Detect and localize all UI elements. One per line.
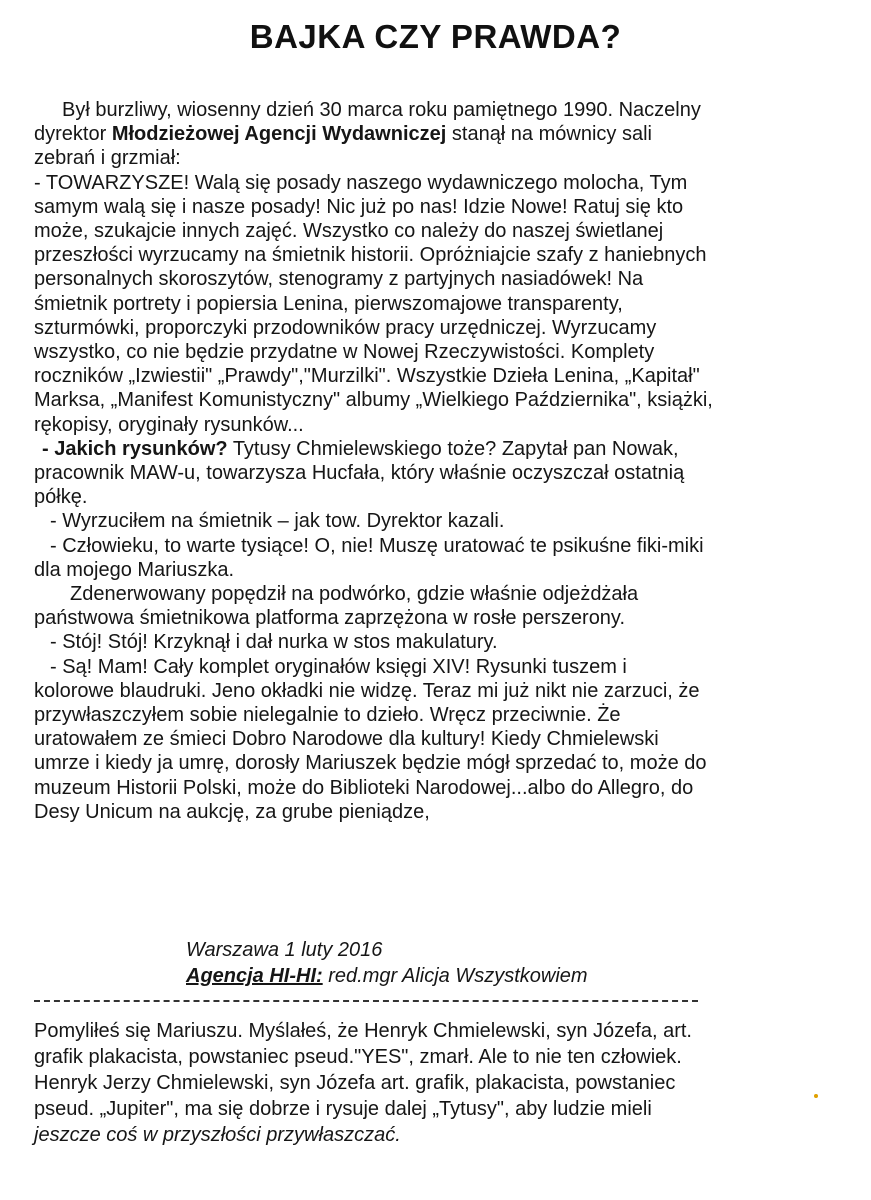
text-line: roczników „Izwiestii" „Prawdy","Murzilki". Wszystkie Dzieła Lenina, „Kapitał"	[34, 365, 700, 388]
text-line: personalnych skoroszytów, stenogramy z partyjnych nasiadówek! Na	[34, 268, 644, 291]
text-line: - TOWARZYSZE! Walą się posady naszego wydawniczego molocha, Tym	[34, 171, 688, 194]
text-line: Marksa, „Manifest Komunistyczny" albumy „Wielkiego Października", książki,	[34, 389, 713, 412]
text-line: Pomyliłeś się Mariuszu. Myślałeś, że Henryk Chmielewski, syn Józefa, art.	[34, 1020, 692, 1042]
text-line: pracownik MAW-u, towarzysza Hucfała, który właśnie oczyszczał ostatnią	[34, 462, 685, 485]
document-title: BAJKA CZY PRAWDA?	[249, 18, 622, 55]
text-line: wszystko, co nie będzie przydatne w Nowej Rzeczywistości. Komplety	[34, 341, 655, 364]
text-line: - Człowieku, to warte tysiące! O, nie! Muszę uratować te psikuśne fiki-miki	[50, 534, 704, 557]
dashed-divider	[34, 1000, 698, 1002]
text-line: - Stój! Stój! Krzyknął i dał nurka w stos makulatury.	[50, 631, 498, 654]
footer-note	[34, 1018, 846, 1148]
text-fragment: dyrektor	[34, 123, 112, 146]
text-line: może, szukajcie innych zajęć. Wszystko co należy do naszej świetlanej	[34, 220, 664, 243]
text-line: muzeum Historii Polski, może do Biblioteki Narodowej...albo do Allegro, do	[34, 776, 694, 799]
text-line	[34, 122, 846, 146]
text-line	[34, 437, 846, 461]
text-line: pseud. „Jupiter", ma się dobrze i rysuje dalej „Tytusy", aby ludzie mieli	[34, 1098, 652, 1120]
text-line: dla mojego Mariuszka.	[34, 558, 235, 581]
text-line: - Wyrzuciłem na śmietnik – jak tow. Dyrektor kazali.	[50, 510, 505, 533]
question-bold: - Jakich rysunków?	[42, 437, 228, 460]
text-line: przywłaszczyłem sobie nielegalnie to dzieło. Wręcz przeciwnie. Że	[34, 704, 621, 727]
text-line: rękopisy, oryginały rysunków...	[34, 413, 304, 436]
text-line: państwowa śmietnikowa platforma zaprzężona w rosłe perszerony.	[34, 607, 626, 630]
text-line-handwritten: jeszcze coś w przyszłości przywłaszczać.	[34, 1124, 401, 1146]
text-line: umrze i kiedy ja umrę, dorosły Mariuszek będzie mógł sprzedać to, może do	[34, 752, 707, 775]
text-line: szturmówki, proporczyki przodowników pracy urzędniczej. Wyrzucamy	[34, 316, 657, 339]
signature-author: red.mgr Alicja Wszystkowiem	[322, 965, 588, 987]
stray-dot-mark	[814, 1094, 818, 1098]
text-line: Był burzliwy, wiosenny dzień 30 marca roku pamiętnego 1990. Naczelny	[62, 99, 701, 121]
text-line: półkę.	[34, 486, 88, 509]
text-line: Henryk Jerzy Chmielewski, syn Józefa art. grafik, plakacista, powstaniec	[34, 1072, 676, 1094]
text-line: Desy Unicum na aukcję, za grube pieniądze,	[34, 800, 430, 823]
text-line: grafik plakacista, powstaniec pseud."YES", zmarł. Ale to nie ten człowiek.	[34, 1046, 682, 1068]
text-fragment: stanął na mównicy sali	[446, 123, 652, 146]
signature-author-line	[186, 963, 588, 989]
text-line: Zdenerwowany popędził na podwórko, gdzie właśnie odjeżdżała	[70, 583, 639, 606]
text-line: zebrań i grzmiał:	[34, 147, 181, 170]
text-line: samym walą się i nasze posady! Nic już po nas! Idzie Nowe! Ratuj się kto	[34, 195, 684, 218]
text-line: kolorowe blaudruki. Jeno okładki nie widzę. Teraz mi już nikt nie zarzuci, że	[34, 679, 700, 702]
text-line: - Są! Mam! Cały komplet oryginałów księgi XIV! Rysunki tuszem i	[50, 655, 627, 678]
story-body	[34, 98, 846, 824]
text-line: przeszłości wyrzucamy na śmietnik historii. Opróżniajcie szafy z haniebnych	[34, 244, 707, 267]
text-line: śmietnik portrety i popiersia Lenina, pierwszomajowe transparenty,	[34, 292, 623, 315]
text-line: uratowałem ze śmieci Dobro Narodowe dla kultury! Kiedy Chmielewski	[34, 728, 659, 751]
agency-name-bold: Młodzieżowej Agencji Wydawniczej	[111, 123, 447, 146]
text-fragment: Tytusy Chmielewskiego toże? Zapytał pan Nowak,	[227, 437, 679, 460]
signature-agency: Agencja HI-HI:	[186, 965, 323, 987]
signature-place-date: Warszawa 1 luty 2016	[186, 939, 383, 961]
signature-block	[186, 937, 588, 989]
